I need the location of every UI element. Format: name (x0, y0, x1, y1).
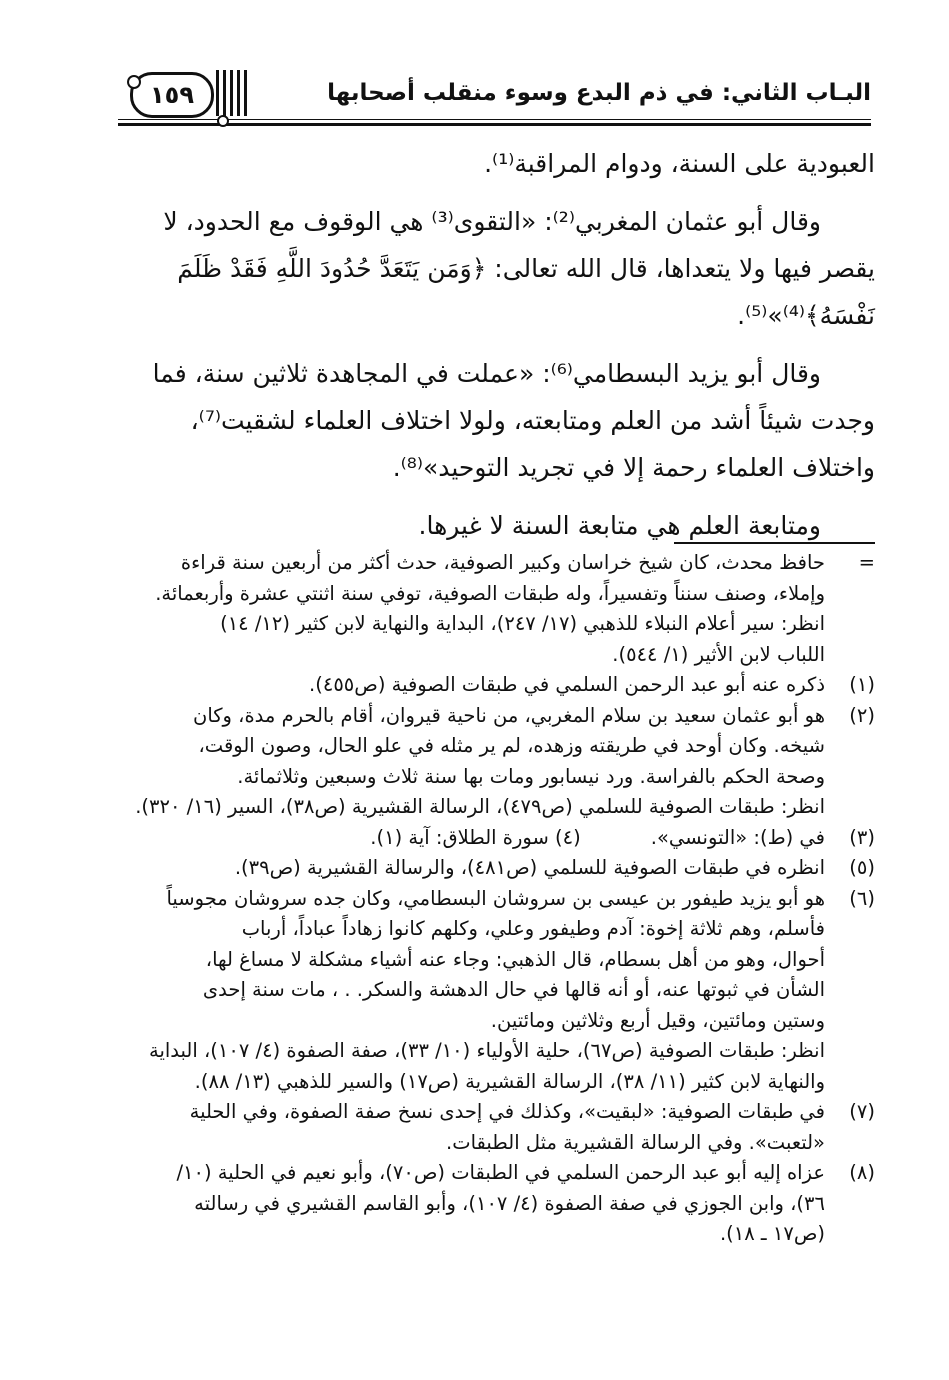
main-line: واختلاف العلماء رحمة إلا في تجريد التوحيد»⁽⁸⁾. (392, 453, 875, 482)
main-line: وقال أبو يزيد البسطامي⁽⁶⁾: «عملت في المجاهدة ثلاثين سنة، فما (152, 359, 821, 388)
footnote-line: انظر: طبقات الصوفية للسلمي (ص٤٧٩)، الرسالة القشيرية (ص٣٨)، السير (١٦/ ٣٢٠). (135, 795, 825, 818)
footnote-line: وصحة الحكم بالفراسة. ورد نيسابور ومات بها سنة ثلاث وسبعين وثلاثمائة. (237, 764, 825, 788)
header-ornament-bars (216, 70, 247, 116)
ornament-circle-icon (127, 75, 141, 89)
footnote-number: (٢) (849, 703, 875, 727)
footnote-line: وإملاء، وصنف سنناً وتفسيراً، وله طبقات الصوفية، توفي سنة اثنتي عشرة وأربعمائة. (155, 581, 825, 605)
footnote-line: انظر: طبقات الصوفية (ص٦٧)، حلية الأولياء (١٠/ ٣٣)، صفة الصفوة (٤/ ١٠٧)، البداية (148, 1039, 825, 1062)
header-thin-rule (118, 119, 871, 120)
footnote-line: سورة الطلاق: آية (١). (370, 825, 549, 849)
footnote-line: ٣٦)، وابن الجوزي في صفة الصفوة (٤/ ١٠٧)، وأبو القاسم القشيري في رسالته (194, 1191, 825, 1215)
footnote-2 (120, 701, 875, 823)
footnote-line: والنهاية لابن كثير (١١/ ٣٨)، الرسالة القشيرية (ص١٧) والسير للذهبي (١٣/ ٨٨). (194, 1069, 825, 1093)
footnote-line: في (ط): «التونسي». (650, 825, 825, 849)
main-line: وجدت شيئاً أشد من العلم ومتابعته، ولولا اختلاف العلماء لشقيت⁽⁷⁾، (190, 406, 875, 435)
footnote-line: «لتعبت». وفي الرسالة القشيرية مثل الطبقات. (446, 1130, 825, 1154)
footnote-line: وستين ومائتين، وقيل أربع وثلاثين ومائتين. (490, 1008, 825, 1032)
footnote-line: هو أبو يزيد طيفور بن عيسى بن سروشان البسطامي، وكان جده سروشان مجوسياً (166, 886, 825, 910)
footnote-line: انظره في طبقات الصوفية للسلمي (ص٤٨١)، والرسالة القشيرية (ص٣٩). (234, 856, 825, 879)
footnote-6 (120, 884, 875, 1098)
footnote-number: (٤) (555, 825, 581, 849)
page-header (118, 68, 871, 126)
footnote-number: (٥) (849, 856, 875, 879)
footnote-continuation (120, 548, 875, 670)
main-line: نَفْسَهُ﴾⁽⁴⁾»⁽⁵⁾. (737, 301, 875, 330)
footnote-number: (٨) (849, 1161, 875, 1184)
footnote-line: حافظ محدث، كان شيخ خراسان وكبير الصوفية، حدث أكثر من أربعين سنة قراءة (180, 551, 825, 574)
header-rule (118, 123, 871, 126)
ornament-circle-icon (217, 115, 229, 127)
footnote-8 (120, 1158, 875, 1250)
page-number-frame (130, 72, 214, 118)
footnote-line: الشأن في ثبوتها عنه، أو أنه قالها في حال الدهشة والسكر. . ، مات سنة إحدى (202, 978, 825, 1001)
footnote-1 (120, 670, 875, 701)
footnote-divider (674, 542, 875, 544)
footnote-number: (٣) (849, 825, 875, 849)
footnote-number: (٦) (849, 886, 875, 910)
footnote-line: ذكره عنه أبو عبد الرحمن السلمي في طبقات الصوفية (ص٤٥٥). (309, 673, 825, 696)
footnote-line: عزاه إليه أبو عبد الرحمن السلمي في الطبقات (ص٧٠)، وأبو نعيم في الحلية (١٠/ (176, 1161, 825, 1184)
main-text (124, 140, 875, 549)
footnote-line: أحوال، وهو من أهل بسطام، قال الذهبي: وجاء عنه أشياء مشكلة لا مساغ لها، (205, 947, 825, 971)
footnote-line: فأسلم، وهم ثلاثة إخوة: آدم وطيفور وعلي، وكلهم كانوا زهاداً عباداً، أرباب (241, 917, 825, 940)
footnote-3-4 (120, 823, 875, 854)
footnote-line: في طبقات الصوفية: «لبقيت»، وكذلك في إحدى نسخ صفة الصفوة، وفي الحلية (189, 1100, 825, 1123)
footnote-7 (120, 1097, 875, 1158)
footnote-line: (ص١٧ ـ ١٨). (719, 1222, 825, 1245)
footnote-number: (٧) (849, 1100, 875, 1123)
footnote-line: انظر: سير أعلام النبلاء للذهبي (١٧/ ٢٤٧)، البداية والنهاية لابن كثير (١٢/ ١٤) (220, 612, 825, 635)
main-line: ومتابعة العلم هي متابعة السنة لا غيرها. (418, 511, 821, 540)
continuation-marker: = (858, 551, 875, 574)
running-title: البـاب الثاني: في ذم البدع وسوء منقلب أصحابها (327, 80, 871, 106)
main-line: وقال أبو عثمان المغربي⁽²⁾: «التقوى⁽³⁾ هي الوقوف مع الحدود، لا (163, 207, 821, 236)
footnotes (120, 548, 875, 1250)
footnote-line: هو أبو عثمان سعيد بن سلام المغربي، من ناحية قيروان، أقام بالحرم مدة، وكان (193, 703, 825, 727)
page-number: ١٥٩ (150, 81, 194, 109)
footnote-number: (١) (849, 673, 875, 696)
footnote-line: اللباب لابن الأثير (١/ ٥٤٤). (612, 642, 825, 666)
main-line: العبودية على السنة، ودوام المراقبة⁽¹⁾. (484, 149, 875, 178)
main-line: يقصر فيها ولا يتعداها، قال الله تعالى: ﴿وَمَن يَتَعَدَّ حُدُودَ اللَّهِ فَقَدْ ظَلَمَ (177, 254, 875, 283)
footnote-5 (120, 853, 875, 884)
footnote-line: شيخه. وكان أوحد في طريقته وزهده، لم ير مثله في علو الحال، وصون الوقت، (198, 734, 825, 757)
